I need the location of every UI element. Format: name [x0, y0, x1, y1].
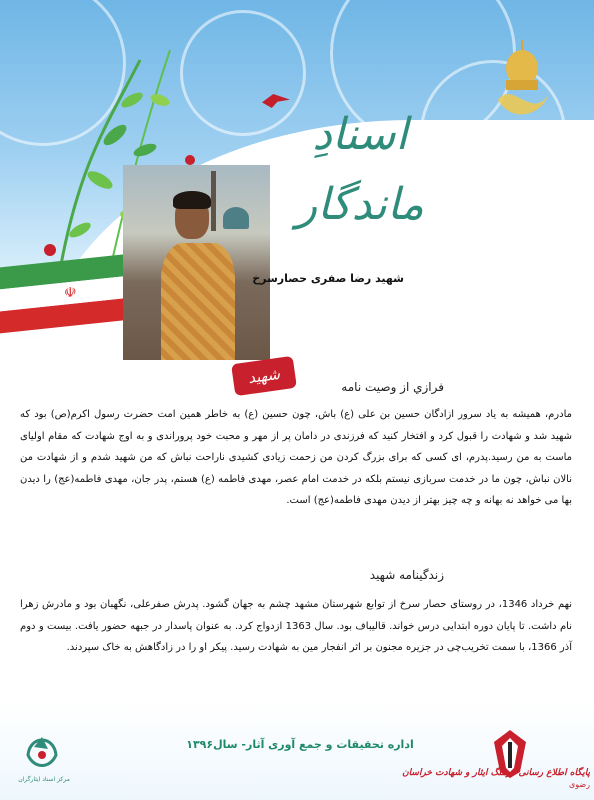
bio-heading: زندگینامه شهید	[369, 568, 444, 582]
bio-text: نهم خرداد 1346، در روستای حصار سرخ از توابع شهرستان مشهد چشم به جهان گشود. پدرش صفرعلی، نگهبان بود و مادرش زهرا نام داشت. تا پایان دوره ابتدایی درس خواند. قالیباف بود. سال 1363 ازدواج کرد. به عنوان پاسدار در جبهه حضور یافت. بیست و دوم آذر 1366، با سمت تخریب‌چی در جزیره مجنون بر اثر انفجار مین به شهادت رسید. پیکر او را در زادگاهش به خاک سپردند.	[20, 599, 572, 653]
dove-hand-logo	[20, 725, 64, 779]
flag-emblem-icon: ☫	[64, 284, 77, 302]
footer-org-text: اداره تحقیقات و جمع آوری آثار- سال۱۳۹۶	[186, 738, 414, 751]
left-logo-text: مرکز اسناد ایثارگران	[18, 776, 70, 783]
will-text: مادرم، همیشه به یاد سرور ازادگان حسین بن علی (ع) باش، چون حسین (ع) به خاطر همین امت حضرت رسول اکرم(ص) بود که شهید شد و شهادت را قبول کرد و افتخار کنید که فرزندی در دامان پر از مهر و محبت خود پروراندی و به اوج شهادت که مقام اولیای ماست به من رسید.پدرم، ای کسی که برای بزرگ کردن من زحمت زیادی کشیدی ناراحت نباش که من شهید شدم و از شهادت من نالان نباش، چون ما در خدمت سربازی نیستم بلکه در خدمت امام عصر، مهدی فاطمه (ع) هستم، پدر جان، مهدی فاطمه(عج) را دیدن بها می خواهد نه بهانه و چه چیز بهتر از دیدن مهدی فاطمه(عج) است.	[20, 409, 572, 506]
shrine-dome-icon	[492, 40, 552, 124]
will-heading: فرازي از وصيت نامه	[341, 380, 444, 394]
right-logo-text: پایگاه اطلاع رسانی فرهنگ ایثار و شهادت خراسان	[402, 768, 590, 778]
martyr-photo	[123, 165, 270, 360]
martyr-stamp: شهید	[231, 356, 297, 396]
martyr-name: شهيد رضا صفری حصارسرخ	[252, 272, 404, 285]
page-title: اسنادِ ماندگار	[296, 109, 424, 230]
right-logo-subtext: رضوی	[568, 780, 590, 789]
